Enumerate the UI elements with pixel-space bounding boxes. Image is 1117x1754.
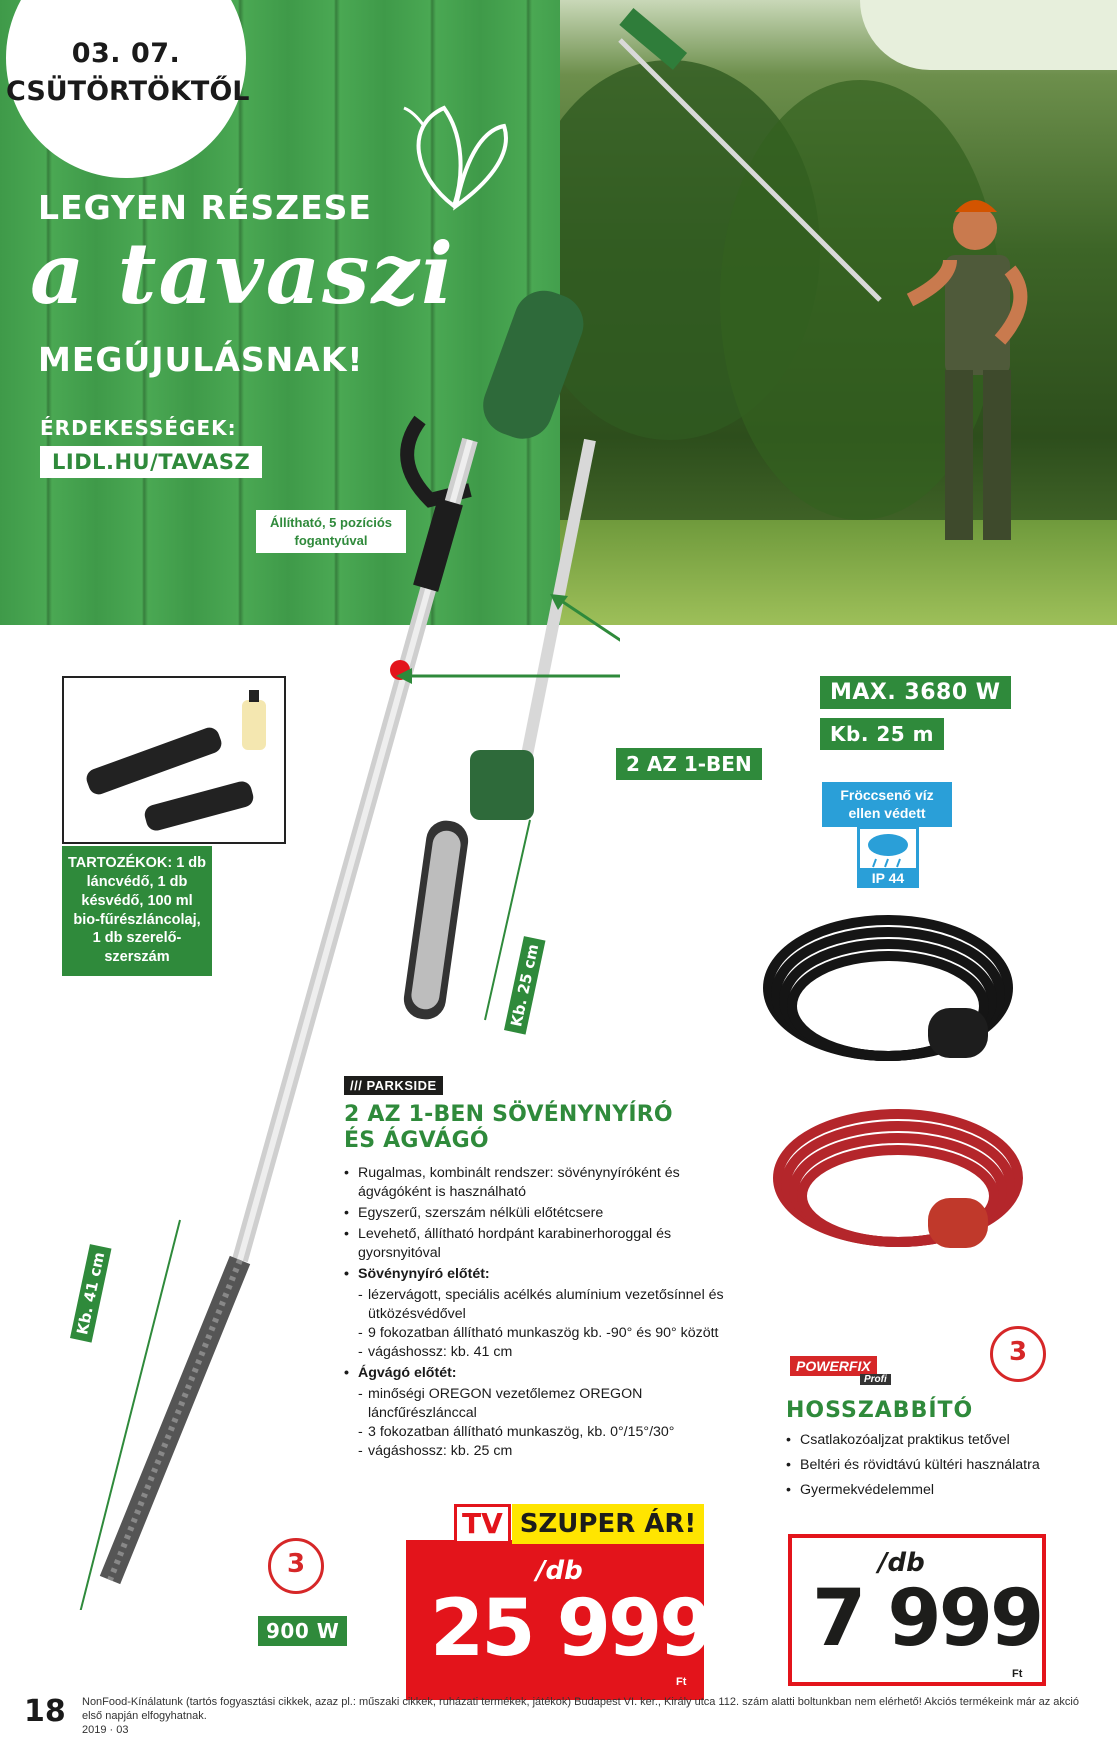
price-unit: /db [878,1548,925,1578]
title-line-2: ÉS ÁGVÁGÓ [344,1128,489,1154]
parkside-logo: /// PARKSIDE [344,1076,443,1095]
hedge-attachment-list [344,1286,744,1362]
feature-item: • Levehető, állítható hordpánt karabinerhoroggal és gyorsnyitóval [344,1225,744,1263]
branch-attachment-list [344,1385,744,1461]
hedge-attachment-item: - 9 fokozatban állítható munkaszög kb. -90° és 90° között [358,1324,744,1343]
hedge-attachment-item: - lézervágott, speciális acélkés alumínium vezetősínnel és ütközésvédővel [358,1286,744,1324]
profi-logo: Profi [860,1374,891,1385]
extension-cord-title: HOSSZABBÍTÓ [786,1398,974,1423]
feature-item: • Gyermekvédelemmel [786,1481,1086,1500]
feature-item: • Ágvágó előtét: [344,1364,744,1383]
gardener-photo [560,0,1117,625]
super-price-banner: SZUPER ÁR! [512,1504,704,1544]
extension-cord-image [748,908,1048,1308]
feature-item: • Csatlakozóaljzat praktikus tetővel [786,1431,1086,1450]
butterfly-icon [394,96,524,226]
accessories-illustration [64,678,284,842]
price-unit: /db [536,1556,583,1586]
hedge-trimmer-title [344,1102,704,1155]
issue-code: 2019 · 03 [82,1723,129,1736]
gardener-illustration [560,0,1117,625]
powerfix-logo: POWERFIX [790,1356,877,1376]
tv-logo: TV [454,1504,511,1544]
two-in-one-callout: 2 AZ 1-BEN [616,748,762,780]
handle-note: Állítható, 5 pozíciós fogantyúval [256,510,406,553]
branch-attachment-item: - vágáshossz: kb. 25 cm [358,1442,744,1461]
headline-bottom: MEGÚJULÁSNAK! [38,340,364,379]
splash-protection-label: Fröccsenő víz ellen védett [822,782,952,827]
power-badge: 900 W [258,1616,347,1646]
warranty-badge [268,1538,324,1594]
more-info-label: ÉRDEKESSÉGEK: [40,416,237,440]
feature-item: • Sövénynyíró előtét: [344,1265,744,1284]
accessories-note: TARTOZÉKOK: 1 db láncvédő, 1 db késvédő, 100 ml bio-fűrészláncolaj, 1 db szerelő-szerszám [62,846,212,976]
ip-rating: IP 44 [857,868,919,888]
warranty-badge [990,1326,1046,1382]
saw-length-label: Kb. 25 cm [504,936,545,1034]
warranty-years: 3 [286,1549,306,1579]
price-currency: Ft [1012,1668,1023,1680]
offer-weekday: CSÜTÖRTÖKTŐL [6,76,250,107]
price-currency: Ft [676,1676,687,1688]
hedge-attachment-item: - vágáshossz: kb. 41 cm [358,1343,744,1362]
headline-script: a tavaszi [30,224,456,323]
max-power-badge: MAX. 3680 W [820,676,1011,709]
cord-length-badge: Kb. 25 m [820,718,944,750]
title-line-1: 2 AZ 1-BEN SÖVÉNYNYÍRÓ [344,1102,673,1127]
price-value: 25 999 [430,1584,711,1674]
price-value: 7 999 [812,1574,1042,1664]
headline-top: LEGYEN RÉSZESE [38,188,372,227]
blade-length-label: Kb. 41 cm [70,1244,111,1342]
feature-item: • Rugalmas, kombinált rendszer: sövénynyíróként és ágvágóként is használható [344,1164,744,1202]
disclaimer-text: NonFood-Kínálatunk (tartós fogyasztási cikkek, azaz pl.: műszaki cikkek, ruházati termékek, játékok) Budapest VI. ker., Király utca 112. szám alatti boltunkban nem elérhető! Akciós termékeink már az akció első napján elfogyhatnak. [82,1696,1079,1722]
accessories-image [62,676,286,844]
feature-item: • Egyszerű, szerszám nélküli előtétcsere [344,1204,744,1223]
branch-attachment-item: - 3 fokozatban állítható munkaszög, kb. 0°/15°/30° [358,1423,744,1442]
page-number: 18 [24,1694,66,1729]
warranty-years: 3 [1008,1337,1028,1367]
promo-link[interactable]: LIDL.HU/TAVASZ [40,446,262,478]
branch-attachment-item: - minőségi OREGON vezetőlemez OREGON láncfűrészlánccal [358,1385,744,1423]
offer-date: 03. 07. [71,38,181,69]
footer-disclaimer [82,1696,1092,1737]
feature-item: • Beltéri és rövidtávú kültéri használatra [786,1456,1086,1475]
extension-cord-features [786,1431,1086,1506]
hedge-trimmer-features [344,1164,744,1463]
